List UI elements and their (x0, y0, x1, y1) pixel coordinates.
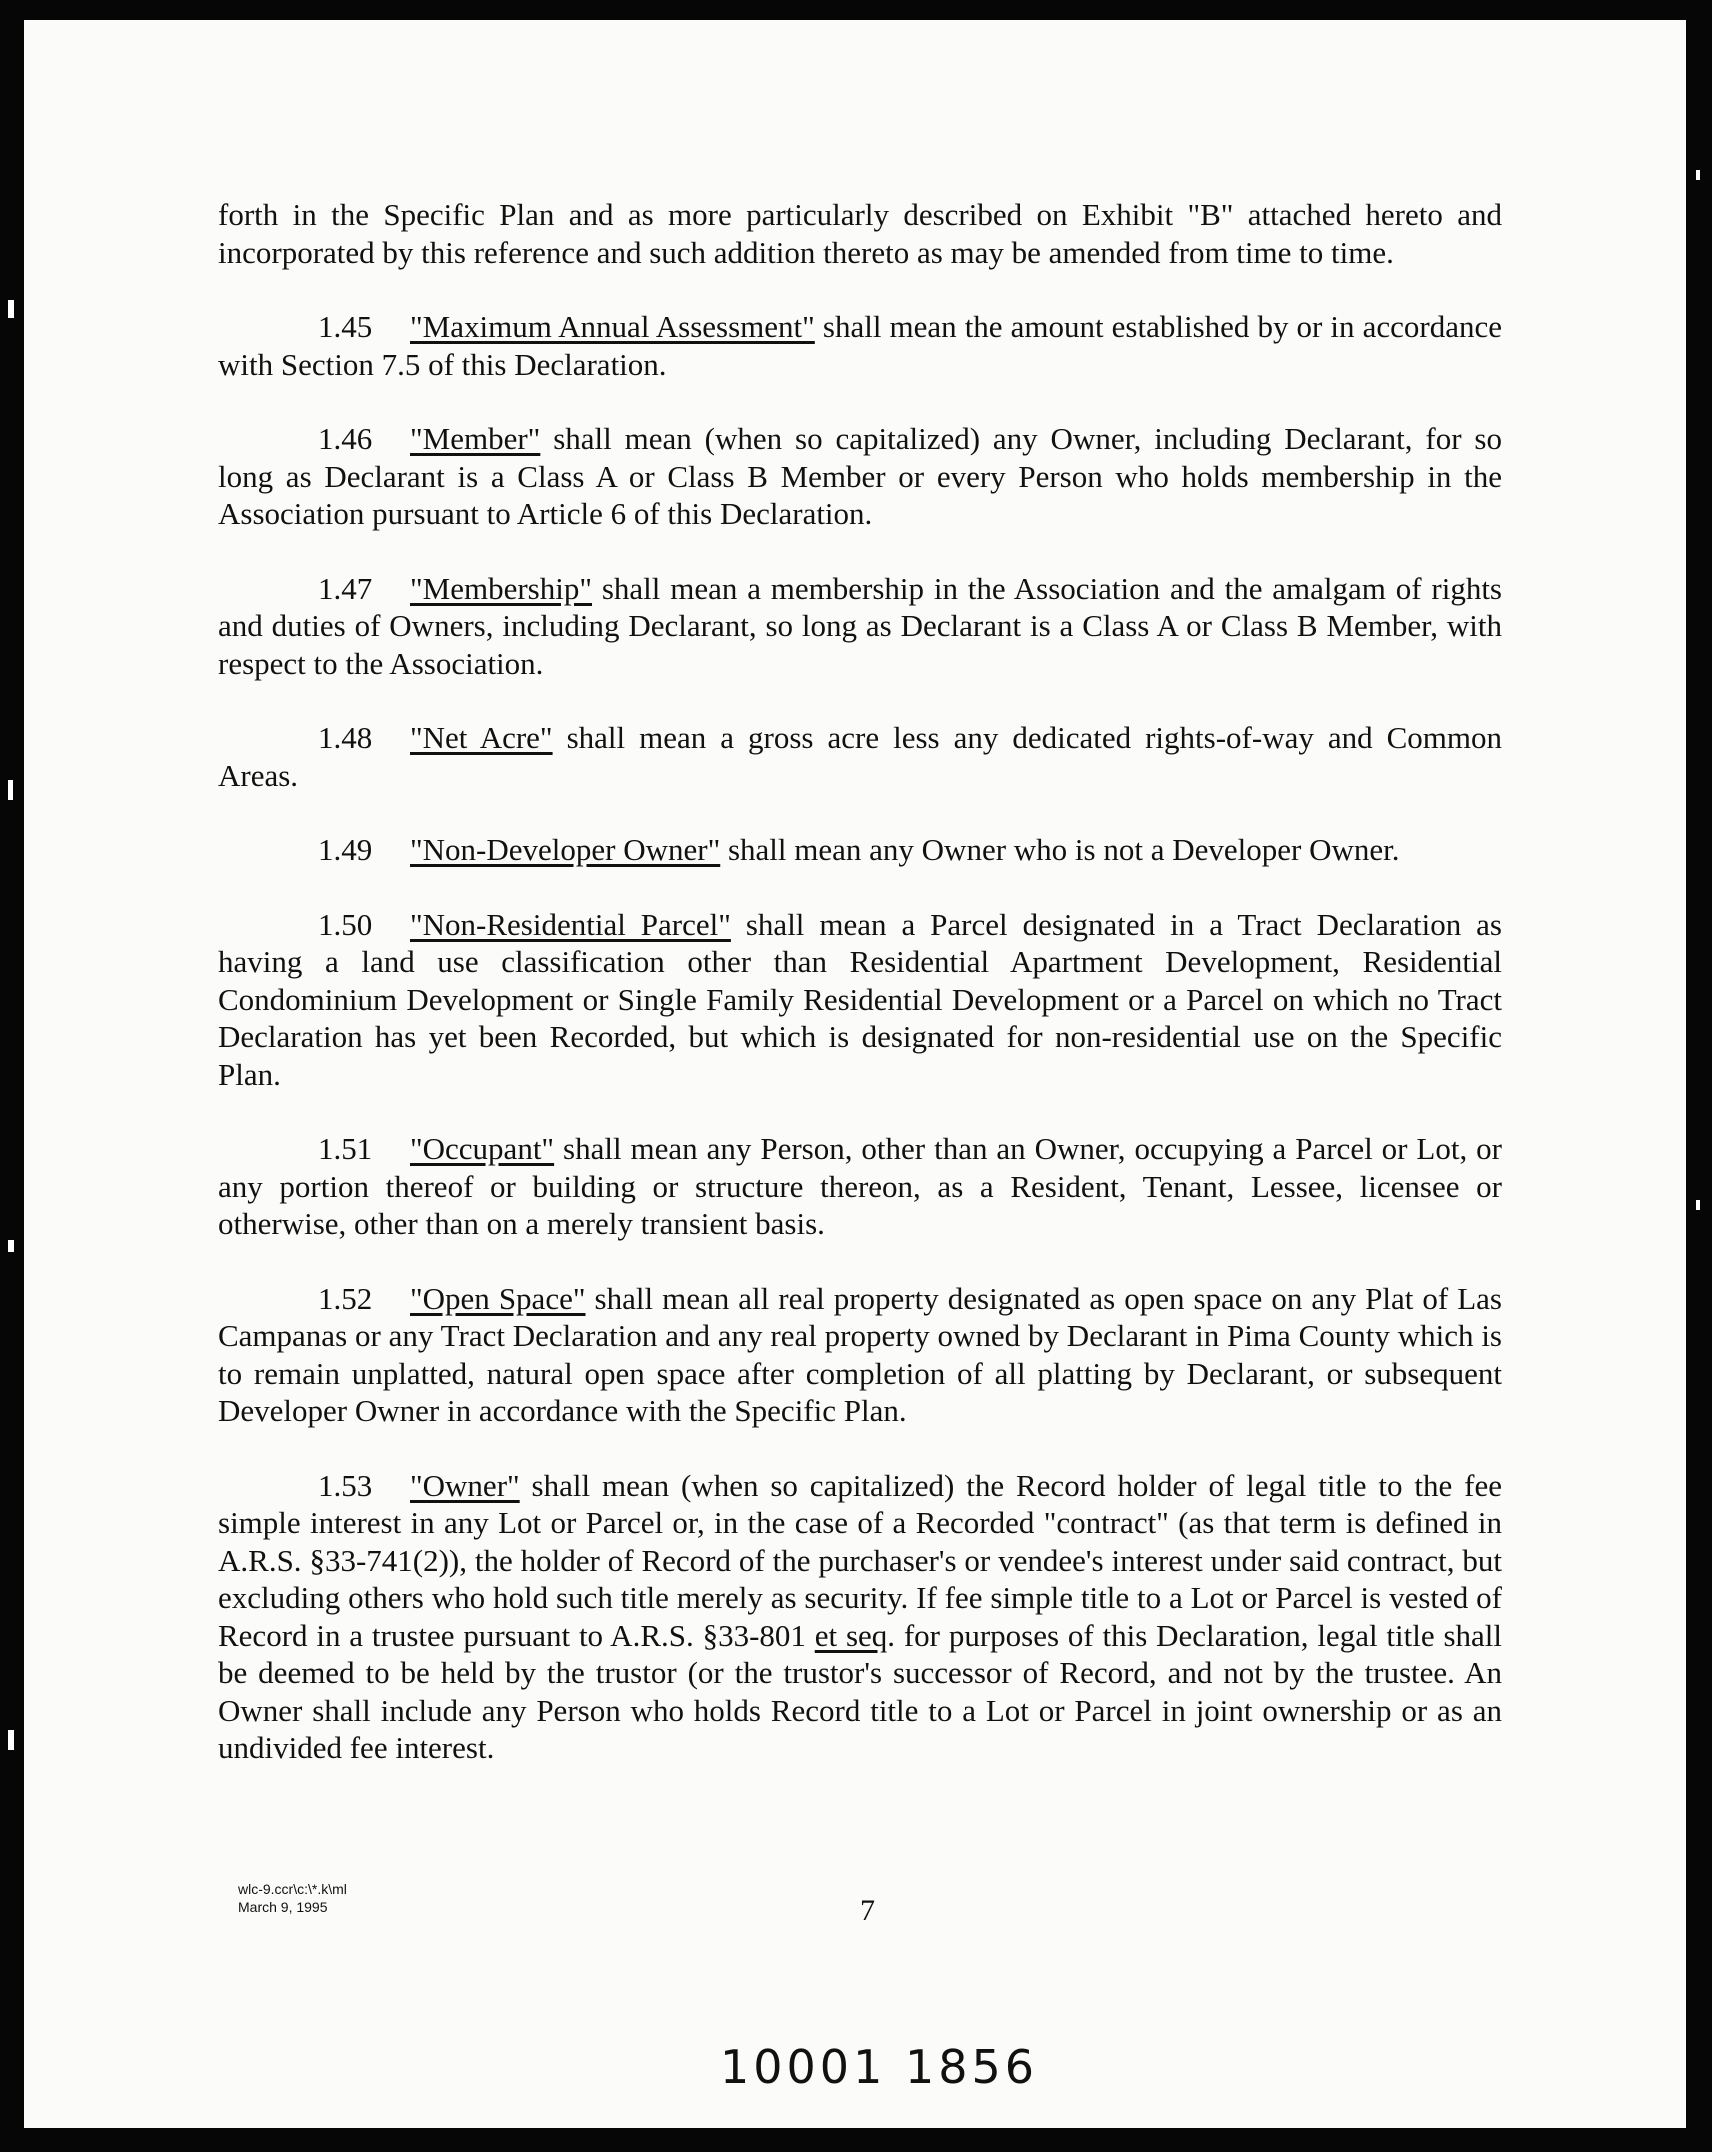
defined-term: "Open Space" (410, 1280, 586, 1316)
defined-term: "Owner" (410, 1467, 520, 1503)
definition-1-51 (218, 1130, 1502, 1243)
definition-text: shall mean a gross acre less any dedicated rights-of-way and Common Areas. (218, 720, 1502, 793)
scan-artifact (1696, 170, 1700, 180)
section-number: 1.51 (318, 1131, 373, 1166)
defined-term: "Non-Developer Owner" (410, 832, 721, 867)
section-number: 1.49 (318, 832, 373, 867)
section-number: 1.46 (318, 421, 373, 456)
definition-text: shall mean any Owner who is not a Developer Owner. (720, 832, 1400, 867)
definition-1-53 (218, 1467, 1502, 1767)
definition-text: shall mean (when so capitalized) any Owner, including Declarant, for so long as Declarant is a Class A or Class B Member or every Person who holds membership in the Association pursuant to Article 6 of this Declaration. (218, 421, 1502, 531)
scan-artifact (8, 780, 13, 800)
definition-1-46 (218, 420, 1502, 533)
definition-text: shall mean any Person, other than an Owner, occupying a Parcel or Lot, or any portion thereof or building or structure thereon, as a Resident, Tenant, Lessee, licensee or otherwise, other than on a merely transient basis. (218, 1131, 1502, 1241)
file-reference: wlc-9.ccr\c:\*.k\ml (238, 1881, 347, 1897)
scan-artifact (8, 1730, 14, 1750)
defined-term: "Occupant" (410, 1131, 555, 1166)
defined-term: "Membership" (410, 570, 593, 606)
document-date: March 9, 1995 (238, 1899, 328, 1915)
definition-text: shall mean (when so capitalized) the Record holder of legal title to the fee simple interest in any Lot or Parcel or, in the case of a Recorded "contract" (as that term is defined in A.R.S. §33-741(2)), the holder of Record of the purchaser's or vendee's interest under said contract, but excluding others who hold such title merely as security. If fee simple title to a Lot or Parcel is vested of Record in a trustee pursuant to A.R.S. §33-801 (218, 1467, 1502, 1653)
definition-text: shall mean the amount established by or in accordance with Section 7.5 of this Declaration. (218, 309, 1502, 382)
document-code: 10001 1856 (720, 2040, 1039, 2094)
definition-1-47 (218, 570, 1502, 683)
definition-1-49 (218, 831, 1502, 869)
page-number: 7 (860, 1894, 875, 1927)
defined-term: "Non-Residential Parcel" (410, 906, 731, 942)
definition-text-continued: . for purposes of this Declaration, legal title shall be deemed to be held by the trustor (or the trustor's successor of Record, and not by the trustee. An Owner shall include any Person who holds Record title to a Lot or Parcel in joint ownership or as an undivided fee interest. (218, 1617, 1502, 1765)
scan-artifact (8, 300, 14, 318)
paragraph-continuation (218, 196, 1502, 271)
section-number: 1.45 (318, 309, 373, 344)
section-number: 1.48 (318, 720, 373, 755)
defined-term: "Maximum Annual Assessment" (410, 309, 815, 344)
document-body (218, 196, 1502, 1804)
section-number: 1.52 (318, 1280, 373, 1316)
scan-artifact (1696, 1200, 1700, 1210)
section-number: 1.53 (318, 1467, 373, 1503)
section-number: 1.47 (318, 570, 373, 606)
section-number: 1.50 (318, 906, 373, 942)
definition-text: shall mean all real property designated as open space on any Plat of Las Campanas or any Tract Declaration and any real property owned by Declarant in Pima County which is to remain unplatted, natural open space after completion of all platting by Declarant, or subsequent Developer Owner in accordance with the Specific Plan. (218, 1280, 1502, 1428)
definition-text: shall mean a membership in the Association and the amalgam of rights and duties of Owners, including Declarant, so long as Declarant is a Class A or Class B Member, with respect to the Association. (218, 570, 1502, 681)
definition-1-50 (218, 906, 1502, 1094)
definition-1-48 (218, 719, 1502, 794)
definition-text: shall mean a Parcel designated in a Tract Declaration as having a land use classification other than Residential Apartment Development, Residential Condominium Development or Single Family Residential Development or a Parcel on which no Tract Declaration has yet been Recorded, but which is designated for non-residential use on the Specific Plan. (218, 906, 1502, 1092)
definition-1-45 (218, 308, 1502, 383)
defined-term: "Net Acre" (410, 720, 553, 755)
paragraph-text: forth in the Specific Plan and as more particularly described on Exhibit "B" attached hereto and incorporated by this reference and such addition thereto as may be amended from time to time. (218, 197, 1502, 270)
defined-term: "Member" (410, 421, 541, 456)
latin-term: et seq (814, 1617, 888, 1653)
definition-1-52 (218, 1280, 1502, 1430)
scan-artifact (8, 1240, 14, 1252)
footer-reference (238, 1880, 347, 1916)
